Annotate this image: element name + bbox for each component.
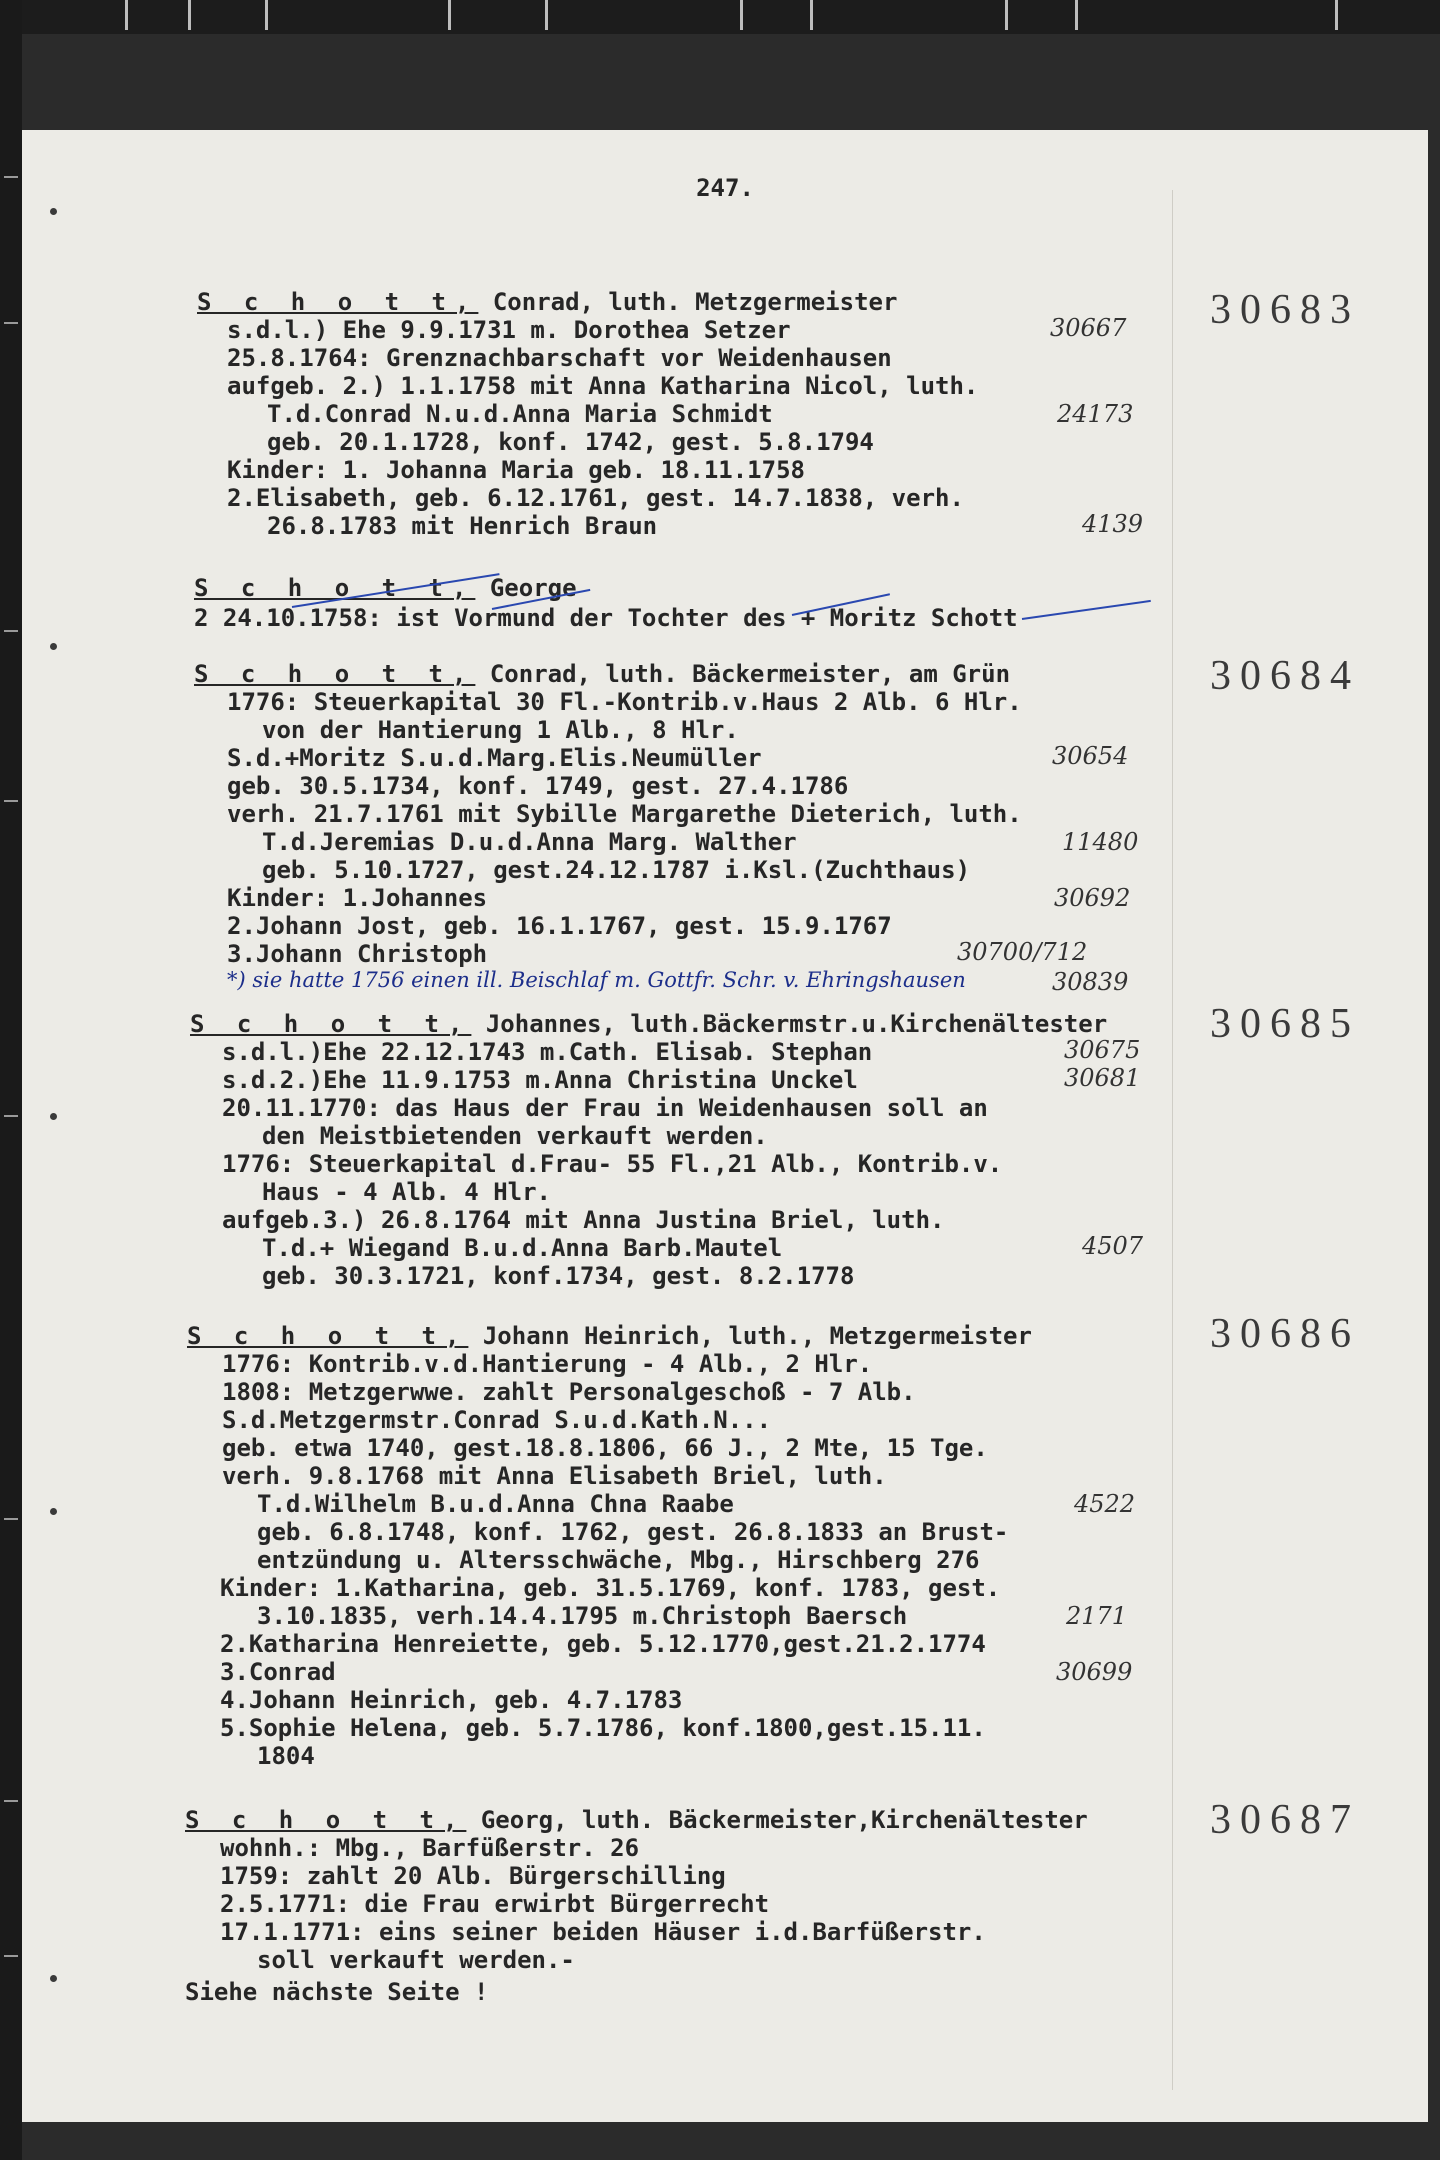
scanner-tick bbox=[810, 0, 813, 30]
scanner-mark bbox=[4, 176, 18, 178]
entry-header: S c h o t t, Conrad, luth. Bäckermeister, am Grün bbox=[194, 660, 1011, 688]
entry-number: 30687 bbox=[1210, 1797, 1360, 1843]
entry-line: T.d.+ Wiegand B.u.d.Anna Barb.Mautel bbox=[262, 1234, 783, 1262]
entry-header: S c h o t t, George bbox=[194, 574, 577, 602]
scanner-tick bbox=[448, 0, 451, 30]
scanner-tick bbox=[1005, 0, 1008, 30]
punch-hole bbox=[50, 1508, 57, 1515]
entry-line: s.d.2.)Ehe 11.9.1753 m.Anna Christina Unckel bbox=[222, 1066, 858, 1094]
entry-line: 2.5.1771: die Frau erwirbt Bürgerrecht bbox=[220, 1890, 770, 1918]
scanner-tick bbox=[740, 0, 743, 30]
scanner-mark bbox=[4, 800, 18, 802]
entry-line: 17.1.1771: eins seiner beiden Häuser i.d.Barfüßerstr. bbox=[220, 1918, 986, 1946]
punch-hole bbox=[50, 643, 57, 650]
entry-line: s.d.l.) Ehe 9.9.1731 m. Dorothea Setzer bbox=[227, 316, 791, 344]
strike-through bbox=[1022, 600, 1151, 620]
entry-header: S c h o t t, Johannes, luth.Bäckermstr.u.Kirchenältester bbox=[190, 1010, 1108, 1038]
entry-line: 4.Johann Heinrich, geb. 4.7.1783 bbox=[220, 1686, 683, 1714]
handwritten-ref: 30675 bbox=[1064, 1036, 1141, 1064]
handwritten-ref: 30667 bbox=[1050, 314, 1127, 342]
page-number: 247. bbox=[696, 174, 754, 202]
scanner-mark bbox=[4, 1518, 18, 1520]
entry-number: 30685 bbox=[1210, 1001, 1360, 1047]
entry-number: 30683 bbox=[1210, 287, 1360, 333]
handwritten-ref: 24173 bbox=[1057, 400, 1134, 428]
scanner-mark bbox=[4, 1115, 18, 1117]
scanner-mark bbox=[4, 322, 18, 324]
surname: S c h o t t, bbox=[197, 288, 479, 316]
entry-line: entzündung u. Altersschwäche, Mbg., Hirschberg 276 bbox=[257, 1546, 980, 1574]
scanner-tick bbox=[1075, 0, 1078, 30]
entry-line: 3.Johann Christoph bbox=[227, 940, 488, 968]
entry-line: S.d.+Moritz S.u.d.Marg.Elis.Neumüller bbox=[227, 744, 762, 772]
margin-rule bbox=[1172, 190, 1173, 2090]
entry-line: 3.10.1835, verh.14.4.1795 m.Christoph Baersch bbox=[257, 1602, 908, 1630]
punch-hole bbox=[50, 208, 57, 215]
handwritten-ref: 30692 bbox=[1054, 884, 1131, 912]
entry-line: 5.Sophie Helena, geb. 5.7.1786, konf.1800,gest.15.11. bbox=[220, 1714, 986, 1742]
entry-line: 2.Johann Jost, geb. 16.1.1767, gest. 15.9.1767 bbox=[227, 912, 892, 940]
scanner-tick bbox=[265, 0, 268, 30]
entry-line: wohnh.: Mbg., Barfüßerstr. 26 bbox=[220, 1834, 640, 1862]
entry-line: 1804 bbox=[257, 1742, 315, 1770]
entry-line: 1776: Steuerkapital d.Frau- 55 Fl.,21 Alb., Kontrib.v. bbox=[222, 1150, 1003, 1178]
handwritten-ref: 4522 bbox=[1074, 1490, 1136, 1518]
scanner-mark bbox=[4, 630, 18, 632]
footer-note: Siehe nächste Seite ! bbox=[185, 1978, 489, 2006]
scanner-tick bbox=[125, 0, 128, 30]
entry-line: Haus - 4 Alb. 4 Hlr. bbox=[262, 1178, 551, 1206]
entry-line: verh. 9.8.1768 mit Anna Elisabeth Briel, luth. bbox=[222, 1462, 887, 1490]
handwritten-ref: 30654 bbox=[1052, 742, 1129, 770]
handwritten-ref: 30681 bbox=[1064, 1064, 1141, 1092]
entry-line: 1776: Kontrib.v.d.Hantierung - 4 Alb., 2 Hlr. bbox=[222, 1350, 873, 1378]
entry-line: T.d.Conrad N.u.d.Anna Maria Schmidt bbox=[267, 400, 773, 428]
entry-line: soll verkauft werden.- bbox=[257, 1946, 575, 1974]
entry-line: geb. etwa 1740, gest.18.8.1806, 66 J., 2 Mte, 15 Tge. bbox=[222, 1434, 988, 1462]
handwritten-ref: 4139 bbox=[1082, 510, 1144, 538]
surname: S c h o t t, bbox=[185, 1806, 467, 1834]
punch-hole bbox=[50, 1975, 57, 1982]
entry-header: S c h o t t, Conrad, luth. Metzgermeister bbox=[197, 288, 898, 316]
document-page bbox=[22, 130, 1428, 2122]
entry-line: geb. 5.10.1727, gest.24.12.1787 i.Ksl.(Zuchthaus) bbox=[262, 856, 971, 884]
handwritten-ref: 30839 bbox=[1052, 968, 1129, 996]
entry-number: 30684 bbox=[1210, 653, 1360, 699]
entry-line: 2.Katharina Henreiette, geb. 5.12.1770,gest.21.2.1774 bbox=[220, 1630, 986, 1658]
entry-line: 20.11.1770: das Haus der Frau in Weidenhausen soll an bbox=[222, 1094, 988, 1122]
entry-line: 2 24.10.1758: ist Vormund der Tochter des + Moritz Schott bbox=[194, 604, 1018, 632]
entry-line: von der Hantierung 1 Alb., 8 Hlr. bbox=[262, 716, 739, 744]
entry-line: geb. 6.8.1748, konf. 1762, gest. 26.8.1833 an Brust- bbox=[257, 1518, 1009, 1546]
scanner-tick bbox=[545, 0, 548, 30]
handwritten-ref: 11480 bbox=[1062, 828, 1139, 856]
entry-header: S c h o t t, Johann Heinrich, luth., Metzgermeister bbox=[187, 1322, 1032, 1350]
handwritten-note: *) sie hatte 1756 einen ill. Beischlaf m. Gottfr. Schr. v. Ehringshausen bbox=[227, 968, 966, 992]
entry-line: Kinder: 1.Katharina, geb. 31.5.1769, konf. 1783, gest. bbox=[220, 1574, 1001, 1602]
entry-line: 1776: Steuerkapital 30 Fl.-Kontrib.v.Haus 2 Alb. 6 Hlr. bbox=[227, 688, 1022, 716]
surname: S c h o t t, bbox=[187, 1322, 469, 1350]
scanner-top-bar bbox=[0, 0, 1440, 34]
handwritten-ref: 30699 bbox=[1056, 1658, 1133, 1686]
entry-line: verh. 21.7.1761 mit Sybille Margarethe Dieterich, luth. bbox=[227, 800, 1022, 828]
surname: S c h o t t, bbox=[194, 660, 476, 688]
entry-header: S c h o t t, Georg, luth. Bäckermeister,Kirchenältester bbox=[185, 1806, 1088, 1834]
entry-line: 1808: Metzgerwwe. zahlt Personalgeschoß - 7 Alb. bbox=[222, 1378, 916, 1406]
entry-line: geb. 30.3.1721, konf.1734, gest. 8.2.1778 bbox=[262, 1262, 855, 1290]
scanner-left-strip bbox=[0, 0, 22, 2160]
entry-number: 30686 bbox=[1210, 1311, 1360, 1357]
entry-line: aufgeb.3.) 26.8.1764 mit Anna Justina Briel, luth. bbox=[222, 1206, 945, 1234]
entry-line: s.d.l.)Ehe 22.12.1743 m.Cath. Elisab. Stephan bbox=[222, 1038, 873, 1066]
entry-line: geb. 30.5.1734, konf. 1749, gest. 27.4.1786 bbox=[227, 772, 849, 800]
entry-line: den Meistbietenden verkauft werden. bbox=[262, 1122, 768, 1150]
entry-line: S.d.Metzgermstr.Conrad S.u.d.Kath.N... bbox=[222, 1406, 772, 1434]
entry-line: 26.8.1783 mit Henrich Braun bbox=[267, 512, 658, 540]
scanner-tick bbox=[1335, 0, 1338, 30]
scanner-mark bbox=[4, 1955, 18, 1957]
surname: S c h o t t, bbox=[194, 574, 476, 602]
entry-line: 2.Elisabeth, geb. 6.12.1761, gest. 14.7.1838, verh. bbox=[227, 484, 964, 512]
entry-line: aufgeb. 2.) 1.1.1758 mit Anna Katharina Nicol, luth. bbox=[227, 372, 979, 400]
entry-line: Kinder: 1. Johanna Maria geb. 18.11.1758 bbox=[227, 456, 805, 484]
scanner-tick bbox=[188, 0, 191, 30]
entry-line: T.d.Jeremias D.u.d.Anna Marg. Walther bbox=[262, 828, 797, 856]
punch-hole bbox=[50, 1113, 57, 1120]
handwritten-ref: 2171 bbox=[1066, 1602, 1128, 1630]
entry-line: 1759: zahlt 20 Alb. Bürgerschilling bbox=[220, 1862, 726, 1890]
surname: S c h o t t, bbox=[190, 1010, 472, 1038]
entry-line: 3.Conrad bbox=[220, 1658, 336, 1686]
entry-line: 25.8.1764: Grenznachbarschaft vor Weidenhausen bbox=[227, 344, 892, 372]
entry-line: Kinder: 1.Johannes bbox=[227, 884, 488, 912]
handwritten-ref: 30700/712 bbox=[957, 938, 1088, 966]
handwritten-ref: 4507 bbox=[1082, 1232, 1144, 1260]
entry-line: T.d.Wilhelm B.u.d.Anna Chna Raabe bbox=[257, 1490, 734, 1518]
entry-line: geb. 20.1.1728, konf. 1742, gest. 5.8.1794 bbox=[267, 428, 874, 456]
scanner-mark bbox=[4, 1800, 18, 1802]
